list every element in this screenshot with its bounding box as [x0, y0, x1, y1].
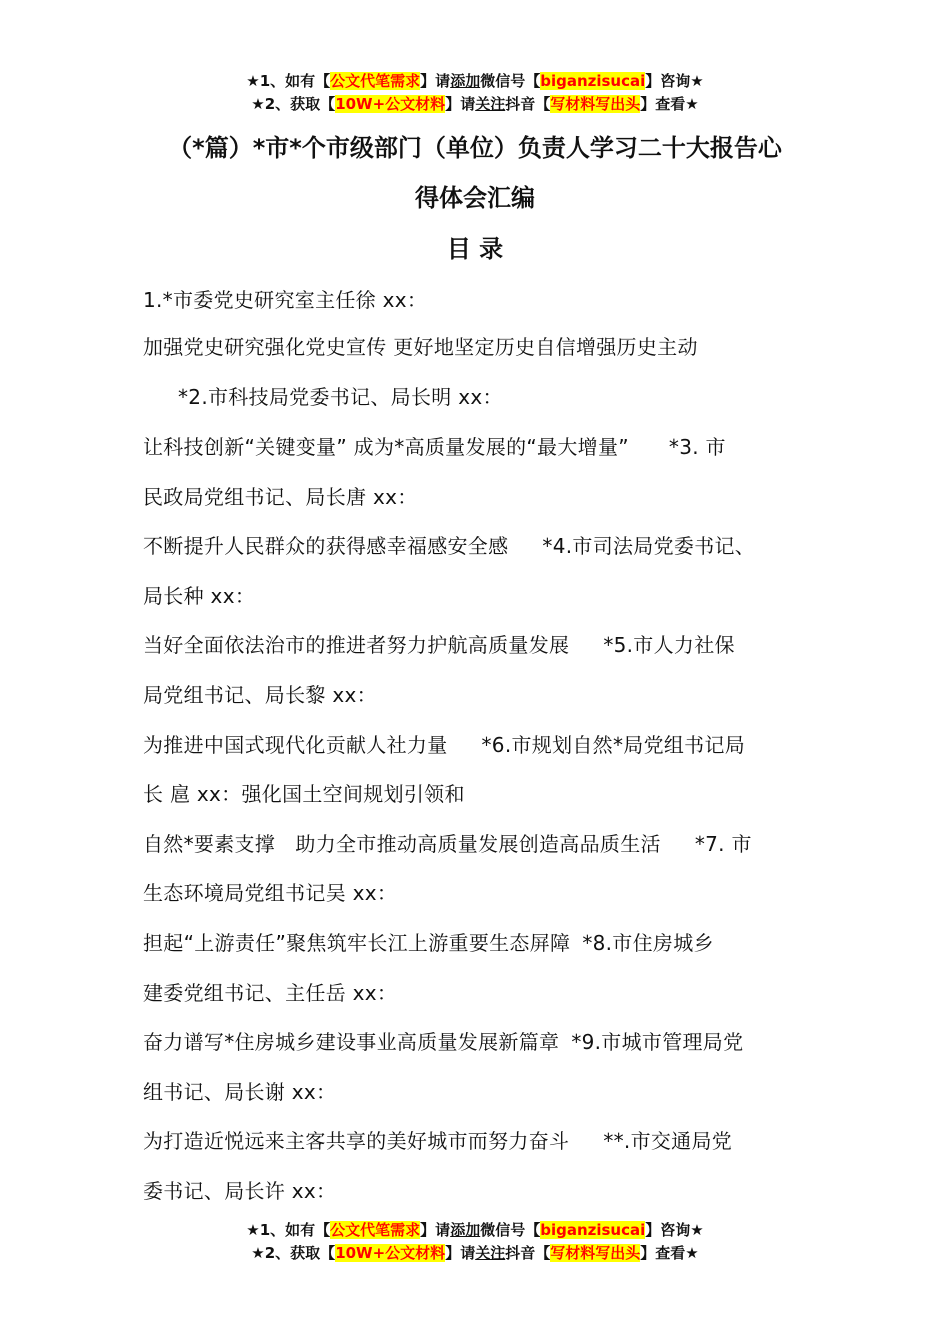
toc-line: 加强党史研究强化党史宣传 更好地坚定历史自信增强历史主动 [143, 335, 698, 359]
toc-line [143, 431, 813, 460]
promo-underline: 关注 [475, 1244, 506, 1262]
promo-highlight: 公文代笔需求 [330, 72, 421, 90]
toc-line [143, 629, 813, 658]
promo-banner-top [0, 70, 950, 116]
promo-text: 】请 [445, 95, 476, 113]
toc-line-part: 不断提升人民群众的获得感幸福感安全感 [143, 534, 509, 558]
toc-line [143, 828, 813, 857]
toc-line [143, 729, 813, 758]
promo-text: ★2、获取【 [251, 1244, 336, 1262]
toc-line [143, 1125, 813, 1154]
promo-highlight: 写材料写出头 [550, 1244, 641, 1262]
toc-line: 组书记、局长谢 xx： [143, 1080, 337, 1104]
promo-underline: 关注 [475, 95, 506, 113]
toc-line-part: 让科技创新“关键变量” 成为*高质量发展的“最大增量” [143, 435, 629, 459]
promo-text: ★2、获取【 [251, 95, 336, 113]
promo-text: 】查看★ [640, 1244, 699, 1262]
promo-text: 】查看★ [640, 95, 699, 113]
doc-title-line-1: （*篇）*市*个市级部门（单位）负责人学习二十大报告心 [168, 134, 782, 162]
promo-text: 】咨询★ [645, 72, 704, 90]
toc-line [143, 1026, 813, 1055]
promo-line-2 [0, 1242, 950, 1265]
toc-line-part: *3. 市 [668, 435, 726, 459]
promo-text: 抖音【 [505, 1244, 551, 1262]
promo-text: 微信号【 [480, 1221, 541, 1239]
toc-line-part: *5.市人力社保 [603, 633, 735, 657]
promo-highlight: 公文代笔需求 [330, 1221, 421, 1239]
toc-line-part: *9.市城市管理局党 [571, 1030, 744, 1054]
promo-highlight: 10W+公文材料 [335, 95, 446, 113]
toc-line-part: *7. 市 [694, 832, 752, 856]
promo-line-2 [0, 93, 950, 116]
toc-line: 长 扈 xx：强化国土空间规划引领和 [143, 782, 465, 806]
toc-line-part: 当好全面依法治市的推进者努力护航高质量发展 [143, 633, 570, 657]
doc-title-line-2: 得体会汇编 [415, 184, 535, 212]
toc-line-part: **.市交通局党 [603, 1129, 733, 1153]
promo-text: ★1、如有【 [246, 72, 331, 90]
promo-highlight: biganzisucai [540, 72, 646, 90]
toc-line: 建委党组书记、主任岳 xx： [143, 981, 398, 1005]
promo-highlight: 10W+公文材料 [335, 1244, 446, 1262]
toc-line-part: *8.市住房城乡 [582, 931, 714, 955]
promo-underline: 添加 [450, 72, 481, 90]
toc-line-part: 为推进中国式现代化贡献人社力量 [143, 733, 448, 757]
toc-line-part: 担起“上游责任”聚焦筑牢长江上游重要生态屏障 [143, 931, 571, 955]
toc-line-part: 奋力谱写*住房城乡建设事业高质量发展新篇章 [143, 1030, 560, 1054]
promo-text: 微信号【 [480, 72, 541, 90]
promo-highlight: 写材料写出头 [550, 95, 641, 113]
toc-line-part: *6.市规划自然*局党组书记局 [481, 733, 746, 757]
promo-highlight: biganzisucai [540, 1221, 646, 1239]
toc-line: 1.*市委党史研究室主任徐 xx： [143, 288, 428, 312]
promo-text: 】请 [445, 1244, 476, 1262]
toc-line [143, 927, 813, 956]
promo-text: 】咨询★ [645, 1221, 704, 1239]
promo-underline: 添加 [450, 1221, 481, 1239]
promo-line-1 [0, 70, 950, 93]
toc-line-part: 为打造近悦远来主客共享的美好城市而努力奋斗 [143, 1129, 570, 1153]
toc-line [143, 530, 813, 559]
toc-line-part: 自然*要素支撑 助力全市推动高质量发展创造高品质生活 [143, 832, 661, 856]
toc-line: 生态环境局党组书记吴 xx： [143, 881, 398, 905]
toc-line: 民政局党组书记、局长唐 xx： [143, 485, 418, 509]
promo-text: ★1、如有【 [246, 1221, 331, 1239]
toc-line: 局党组书记、局长黎 xx： [143, 683, 377, 707]
promo-text: 】请 [420, 1221, 451, 1239]
promo-text: 】请 [420, 72, 451, 90]
toc-line: *2.市科技局党委书记、局长明 xx： [178, 385, 503, 409]
toc-line: 局长种 xx： [143, 584, 256, 608]
promo-text: 抖音【 [505, 95, 551, 113]
toc-line-part: *4.市司法局党委书记、 [542, 534, 756, 558]
promo-line-1 [0, 1219, 950, 1242]
toc-line: 委书记、局长许 xx： [143, 1179, 337, 1203]
toc-heading: 目 录 [446, 235, 504, 263]
promo-banner-bottom [0, 1219, 950, 1265]
